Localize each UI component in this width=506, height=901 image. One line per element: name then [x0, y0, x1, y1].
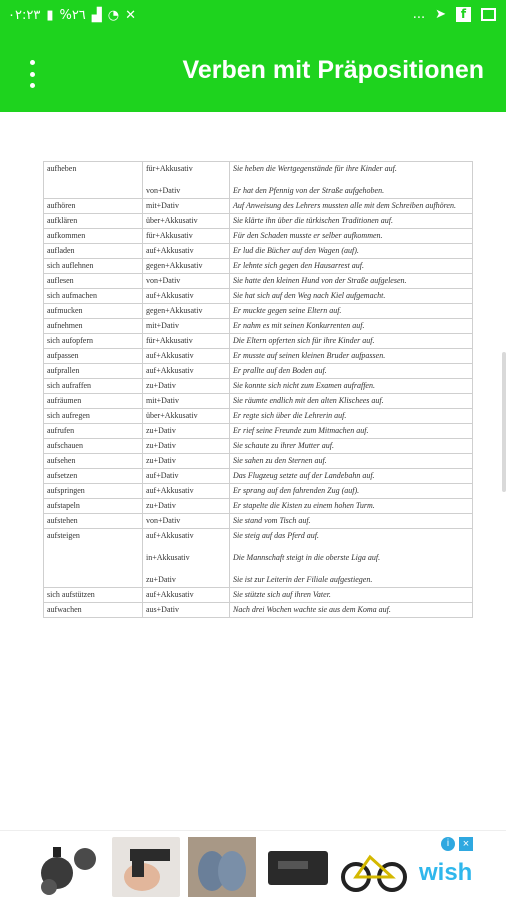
preposition-text: auf+Akkusativ	[146, 590, 194, 599]
example-cell	[230, 259, 473, 274]
app-bar	[0, 34, 506, 112]
table-row	[44, 274, 473, 289]
preposition-text: gegen+Akkusativ	[146, 261, 203, 270]
ad-product-gun-case[interactable]	[264, 837, 332, 897]
ad-banner[interactable]	[0, 830, 506, 901]
preposition-cell	[143, 469, 230, 484]
table-row	[44, 199, 473, 214]
preposition-text: gegen+Akkusativ	[146, 306, 203, 315]
example-cell	[230, 454, 473, 469]
table-row	[44, 259, 473, 274]
preposition-cell	[143, 289, 230, 304]
example-text: Sie klärte ihn über die türkischen Traditionen auf.	[233, 216, 393, 225]
example-cell	[230, 499, 473, 514]
verb-cell: aufmucken	[44, 304, 143, 319]
verb-cell: aufkommen	[44, 229, 143, 244]
verb-cell: aufladen	[44, 244, 143, 259]
status-right	[413, 7, 496, 22]
table-row	[44, 424, 473, 439]
example-cell	[230, 229, 473, 244]
table-row	[44, 588, 473, 603]
preposition-cell	[143, 304, 230, 319]
table-row	[44, 349, 473, 364]
verb-cell: aufsehen	[44, 454, 143, 469]
battery-icon: ▮	[46, 8, 54, 23]
example-text: Sie heben die Wertgegenstände für ihre Kinder auf.	[233, 164, 397, 173]
preposition-text: auf+Akkusativ	[146, 291, 194, 300]
example-text: Sie stand vom Tisch auf.	[233, 516, 311, 525]
example-cell	[230, 349, 473, 364]
example-text: Sie räumte endlich mit den alten Klischees auf.	[233, 396, 384, 405]
table-row	[44, 214, 473, 229]
verb-cell: aufspringen	[44, 484, 143, 499]
table-row	[44, 229, 473, 244]
preposition-text: zu+Dativ	[146, 441, 176, 450]
example-text: Er nahm es mit seinen Konkurrenten auf.	[233, 321, 365, 330]
content-area	[0, 112, 506, 830]
example-text: Er muckte gegen seine Eltern auf.	[233, 306, 342, 315]
preposition-text: auf+Akkusativ	[146, 366, 194, 375]
example-text: Nach drei Wochen wachte sie aus dem Koma auf.	[233, 605, 391, 614]
verb-cell: aufklären	[44, 214, 143, 229]
preposition-cell	[143, 319, 230, 334]
preposition-text: zu+Dativ	[146, 501, 176, 510]
verb-cell: aufsteigen	[44, 529, 143, 588]
table-row	[44, 162, 473, 199]
preposition-cell	[143, 244, 230, 259]
table-row	[44, 499, 473, 514]
ad-product-jeans[interactable]	[188, 837, 256, 897]
example-cell	[230, 304, 473, 319]
verb-cell: sich aufstützen	[44, 588, 143, 603]
table-row	[44, 439, 473, 454]
preposition-text: in+Akkusativ	[146, 553, 190, 562]
preposition-cell	[143, 259, 230, 274]
example-cell	[230, 214, 473, 229]
preposition-cell	[143, 409, 230, 424]
table-row	[44, 304, 473, 319]
example-cell	[230, 514, 473, 529]
mute-icon: ✕	[125, 8, 137, 23]
preposition-cell	[143, 424, 230, 439]
ad-product-bicycle[interactable]	[340, 837, 408, 897]
example-text: Sie hatte den kleinen Hund von der Straße aufgelesen.	[233, 276, 407, 285]
table-row	[44, 394, 473, 409]
example-text: Er hat den Pfennig von der Straße aufgehoben.	[233, 186, 385, 195]
verb-cell: aufpassen	[44, 349, 143, 364]
status-left	[8, 8, 136, 23]
verb-cell: sich auflehnen	[44, 259, 143, 274]
preposition-cell	[143, 334, 230, 349]
gallery-icon	[481, 8, 496, 21]
preposition-text: zu+Dativ	[146, 426, 176, 435]
pistol-icon	[112, 837, 180, 897]
status-bar	[0, 0, 506, 34]
verb-cell: aufräumen	[44, 394, 143, 409]
preposition-text: für+Akkusativ	[146, 336, 193, 345]
scrollbar[interactable]	[502, 352, 506, 492]
brand-logo: wish	[419, 859, 473, 886]
example-text: Sie steig auf das Pferd auf.	[233, 531, 319, 540]
example-text: Er rief seine Freunde zum Mitmachen auf.	[233, 426, 369, 435]
close-icon[interactable]: ×	[459, 837, 473, 851]
example-cell	[230, 469, 473, 484]
verb-table-grid	[43, 161, 473, 618]
verb-table	[43, 161, 473, 618]
page-title: Verben mit Präpositionen	[182, 56, 484, 84]
example-text: Er musste auf seinen kleinen Bruder aufpassen.	[233, 351, 386, 360]
verb-cell: aufsetzen	[44, 469, 143, 484]
example-text: Das Flugzeug setzte auf der Landebahn auf.	[233, 471, 375, 480]
overflow-menu-icon[interactable]	[20, 60, 44, 88]
verb-cell: aufstehen	[44, 514, 143, 529]
preposition-cell	[143, 199, 230, 214]
signal-icon: ▟	[91, 8, 102, 23]
table-row	[44, 364, 473, 379]
verb-cell: aufprallen	[44, 364, 143, 379]
verb-cell: aufhören	[44, 199, 143, 214]
verb-cell: sich aufopfern	[44, 334, 143, 349]
verb-cell: sich aufmachen	[44, 289, 143, 304]
preposition-text: auf+Akkusativ	[146, 246, 194, 255]
example-cell	[230, 394, 473, 409]
table-row	[44, 379, 473, 394]
verb-cell: aufwachen	[44, 603, 143, 618]
preposition-cell	[143, 349, 230, 364]
preposition-cell	[143, 214, 230, 229]
preposition-cell	[143, 394, 230, 409]
ad-wish-logo[interactable]	[417, 837, 479, 897]
info-icon[interactable]: i	[441, 837, 455, 851]
preposition-text: zu+Dativ	[146, 381, 176, 390]
jeans-icon	[188, 837, 256, 897]
verb-cell: auflesen	[44, 274, 143, 289]
example-text: Er sprang auf den fahrenden Zug (auf).	[233, 486, 360, 495]
verb-cell: sich aufraffen	[44, 379, 143, 394]
example-text: Sie ist zur Leiterin der Filiale aufgestiegen.	[233, 575, 373, 584]
example-cell	[230, 244, 473, 259]
battery-level: %٢٦	[59, 8, 86, 23]
preposition-text: auf+Dativ	[146, 471, 179, 480]
grenade-icon	[35, 837, 103, 897]
table-row	[44, 603, 473, 618]
example-cell	[230, 379, 473, 394]
example-text: Er lud die Bücher auf den Wagen (auf).	[233, 246, 359, 255]
example-text: Sie schaute zu ihrer Mutter auf.	[233, 441, 335, 450]
example-cell	[230, 162, 473, 199]
example-cell	[230, 588, 473, 603]
preposition-cell	[143, 514, 230, 529]
preposition-cell	[143, 229, 230, 244]
example-text: Er stapelte die Kisten zu einem hohen Turm.	[233, 501, 375, 510]
status-time: ٠٢:٢٣	[8, 8, 41, 23]
preposition-cell	[143, 588, 230, 603]
table-row	[44, 289, 473, 304]
example-cell	[230, 424, 473, 439]
preposition-cell	[143, 499, 230, 514]
bicycle-icon	[340, 837, 408, 897]
table-row	[44, 409, 473, 424]
preposition-text: von+Dativ	[146, 516, 181, 525]
verb-cell: aufheben	[44, 162, 143, 199]
verb-cell: aufstapeln	[44, 499, 143, 514]
example-cell	[230, 603, 473, 618]
example-cell	[230, 484, 473, 499]
example-text: Die Mannschaft steigt in die oberste Liga auf.	[233, 553, 381, 562]
preposition-text: für+Akkusativ	[146, 164, 193, 173]
preposition-text: auf+Akkusativ	[146, 351, 194, 360]
preposition-text: zu+Dativ	[146, 575, 176, 584]
preposition-cell	[143, 529, 230, 588]
table-row	[44, 514, 473, 529]
table-row	[44, 529, 473, 588]
table-row	[44, 454, 473, 469]
preposition-text: von+Dativ	[146, 276, 181, 285]
preposition-text: über+Akkusativ	[146, 216, 198, 225]
preposition-text: für+Akkusativ	[146, 231, 193, 240]
preposition-cell	[143, 439, 230, 454]
example-text: Sie konnte sich nicht zum Examen aufraffen.	[233, 381, 375, 390]
example-text: Sie hat sich auf den Weg nach Kiel aufgemacht.	[233, 291, 386, 300]
verb-cell: sich aufregen	[44, 409, 143, 424]
example-text: Sie stützte sich auf ihren Vater.	[233, 590, 331, 599]
preposition-text: zu+Dativ	[146, 456, 176, 465]
example-cell	[230, 409, 473, 424]
verb-cell: aufschauen	[44, 439, 143, 454]
table-row	[44, 319, 473, 334]
ad-product-pistol[interactable]	[112, 837, 180, 897]
preposition-cell	[143, 379, 230, 394]
preposition-text: auf+Akkusativ	[146, 486, 194, 495]
facebook-icon: f	[456, 7, 471, 22]
example-cell	[230, 274, 473, 289]
example-cell	[230, 289, 473, 304]
example-cell	[230, 439, 473, 454]
example-text: Er regte sich über die Lehrerin auf.	[233, 411, 347, 420]
preposition-text: von+Dativ	[146, 186, 181, 195]
example-cell	[230, 319, 473, 334]
table-row	[44, 334, 473, 349]
example-text: Die Eltern opferten sich für ihre Kinder auf.	[233, 336, 375, 345]
table-row	[44, 244, 473, 259]
preposition-cell	[143, 484, 230, 499]
preposition-cell	[143, 603, 230, 618]
example-text: Auf Anweisung des Lehrers mussten alle mit dem Schreiben aufhören.	[233, 201, 456, 210]
preposition-cell	[143, 364, 230, 379]
preposition-text: über+Akkusativ	[146, 411, 198, 420]
table-row	[44, 469, 473, 484]
example-text: Für den Schaden musste er selber aufkommen.	[233, 231, 383, 240]
example-cell	[230, 334, 473, 349]
preposition-cell	[143, 274, 230, 289]
preposition-text: auf+Akkusativ	[146, 531, 194, 540]
verb-cell: aufnehmen	[44, 319, 143, 334]
example-text: Sie sahen zu den Sternen auf.	[233, 456, 327, 465]
navigation-icon: ➤	[435, 7, 446, 22]
gun-case-icon	[264, 837, 332, 897]
example-cell	[230, 529, 473, 588]
preposition-text: aus+Dativ	[146, 605, 179, 614]
preposition-text: mit+Dativ	[146, 321, 179, 330]
verb-cell: aufrufen	[44, 424, 143, 439]
ad-product-grenade[interactable]	[35, 837, 103, 897]
preposition-text: mit+Dativ	[146, 201, 179, 210]
example-cell	[230, 364, 473, 379]
example-cell	[230, 199, 473, 214]
example-text: Er prallte auf den Boden auf.	[233, 366, 327, 375]
wifi-icon: ◔	[107, 8, 120, 23]
example-text: Er lehnte sich gegen den Hausarrest auf.	[233, 261, 365, 270]
preposition-text: mit+Dativ	[146, 396, 179, 405]
preposition-cell	[143, 162, 230, 199]
table-row	[44, 484, 473, 499]
preposition-cell	[143, 454, 230, 469]
more-notifications-icon: ...	[412, 7, 426, 22]
